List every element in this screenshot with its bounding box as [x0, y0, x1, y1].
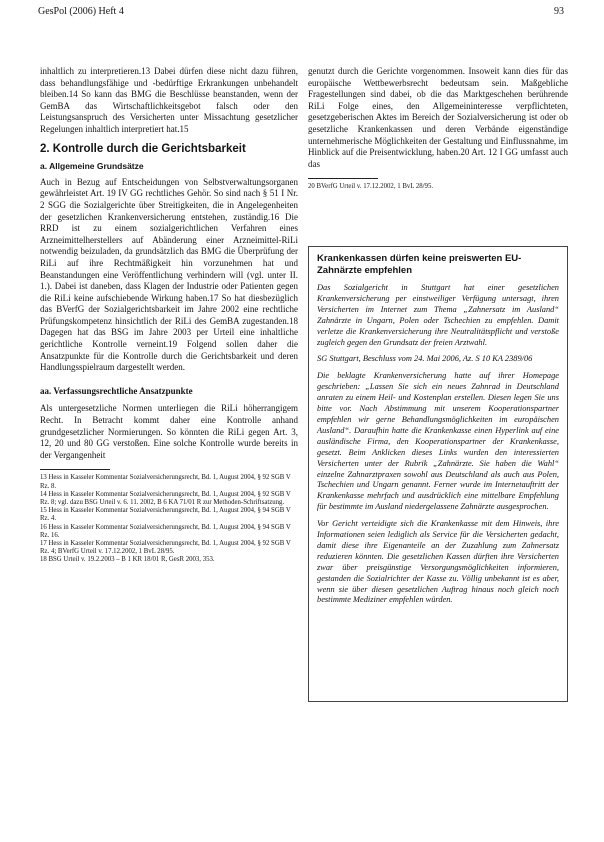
footnotes — [40, 474, 298, 564]
box-paragraph: Das Sozialgericht in Stuttgart hat einer gesetzlichen Krankenversicherung per einstweiliger Verfügung untersagt, ihren Versicherten im Internet zum Thema „Zahnersatz im Ausland“ Zahnärzte in Ungarn, Polen oder Tschechien zu empfehlen. Damit verletze die Krankenversicherung ihre Neutralitätspflicht und verstoße zugleich gegen den Grundsatz der freien Arztwahl. — [317, 283, 559, 347]
paragraph: Auch in Bezug auf Entscheidungen von Selbstverwaltungsorganen gewährleistet Art. 19 IV GG rechtliches Gehör. So sind nach § 51 I Nr. 2 SGG die Sozialgerichte über Streitigkeiten, die in Angelegenheiten der gesetzlichen Krankenversicherung entstehen, zuständig.16 Die RRD ist zu einem sozialgerichtlichen Verfahren eines Arzneimittelherstellers auf Abänderung einer Arzneimittel-RiLi notwendig beizuladen, da grundsätzlich das BMG die Überprüfung der RiLi auf ihre Rechtmäßigkeit hin vorzunehmen hat und Beanstandungen eine Veröffentlichung verhindern will (vgl. unter II. 1.). Dabei ist daneben, dass Klagen der Industrie oder Patienten gegen die RiLi keine aufschiebende Wirkung haben.17 So hat diesbezüglich das BVerfG der Sozialgerichtsbarkeit im Jahre 2002 eine rechtliche Prüfungskompetenz hinsichtlich der RiLi des GemBA zugestanden.18 Dagegen hat das BSG im Jahre 2003 per Urteil eine inhaltliche gerichtliche Kontrolle verneint.19 Folgend sollen daher die Ansatzpunkte für die Kontrolle durch die Gerichtsbarkeit und deren Handlungsspielraum dargestellt werden. — [40, 176, 298, 373]
journal-title: GesPol (2006) Heft 4 — [38, 6, 124, 17]
footnote: 13 Hess in Kasseler Kommentar Sozialversicherungsrecht, Bd. 1, August 2004, § 92 SGB V Rz. 8. — [40, 474, 291, 490]
subsection-heading: a. Allgemeine Grundsätze — [40, 161, 144, 172]
paragraph: Als untergesetzliche Normen unterliegen die RiLi höherrangigem Recht. In Betracht kommt daher eine Kontrolle anhand grundgesetzlicher Normierungen. So könnten die RiLi gegen Art. 3, 12, 20 und 80 GG verstoßen. Eine solche Kontrolle wurde bereits in der Vergangenheit — [40, 403, 298, 460]
paragraph: inhaltlich zu interpretieren.13 Dabei dürfen diese nicht dazu führen, dass behandlungsfähige und -bedürftige Erkrankungen unbehandelt bleiben.14 So kann das BMG die Beschlüsse beanstanden, wenn der GemBA das Wirtschaftlichkeitsgebot falsch oder den Leistungsanspruch des Versicherten unter Missachtung gesetzlicher Regelungen inhaltlich interpretiert hat.15 — [40, 66, 298, 134]
footnote: 16 Hess in Kasseler Kommentar Sozialversicherungsrecht, Bd. 1, August 2004, § 94 SGB V Rz. 16. — [40, 523, 291, 539]
footnote-divider — [40, 469, 110, 470]
footnote: 20 BVerfG Urteil v. 17.12.2002, 1 BvL 28/95. — [308, 183, 434, 191]
page-header — [38, 6, 564, 24]
box-title: Krankenkassen dürfen keine preiswerten EU-Zahnärzte empfehlen — [317, 253, 522, 276]
right-column — [308, 66, 568, 192]
left-column — [40, 66, 298, 565]
paragraph: genutzt durch die Gerichte vorgenommen. Insoweit kann dies für das europäische Wettbewerbsrecht bedeutsam sein. Maßgebliche Fragestellungen sind dabei, ob die das Marktgeschehen berührende RiLi Folge eines, den Allgemeininteresse verpflichteten, gesetzgeberischen Aktes im Bereich der Sozialversicherung ist oder ob gesetzliche Krankenkassen und deren Verbände eigenständige unternehmerische Möglichkeiten der Gestaltung und Einflussnahme, im Hinblick auf die Preisentwicklung, haben.20 Art. 12 I GG umfasst auch das — [308, 66, 568, 169]
footnote: 17 Hess in Kasseler Kommentar Sozialversicherungsrecht, Bd. 1, August 2004, § 92 SGB V Rz. 4; BVerfG Urteil v. 17.12.2002, 1 BvL 28/95. — [40, 540, 291, 556]
page-number: 93 — [554, 6, 564, 17]
box-paragraph: Die beklagte Krankenversicherung hatte auf ihrer Homepage geschrieben: „Lassen Sie sich ein neues Zahnrad in Deutschland anraten zu einem Heil- und Kostenplan erstellen. Diesen legen Sie uns bitte vor. Nach Abstimmung mit unserem Kooperationspartner empfehlen wir gerne Behandlungsmöglichkeiten im europäischen Ausland“. Daraufhin hatte die Krankenkasse einen Hyperlink auf eine ausländische Firma, den Kooperationspartner der Krankenkasse, gesetzt. Beim Anklicken dieses Links wurden den interessierten Versicherten unter der Rubrik „Zahnärzte. Sie haben die Wahl“ einzelne Zahnarztpraxen sowohl aus Deutschland als auch aus Polen, Tschechien und Ungarn genannt. Ferner wurde im Internetauftritt der Krankenkasse mehrfach und ausdrücklich eine mittelbare Empfehlung für bestimmte im Ausland niedergelassene Zahnärzte ausgesprochen. — [317, 371, 559, 512]
subsection-heading: aa. Verfassungsrechtliche Ansatzpunkte — [40, 385, 193, 396]
box-paragraph: Vor Gericht verteidigte sich die Krankenkasse mit dem Hinweis, ihre Informationen seien lediglich als Service für die Versicherten gedacht, damit diese ihre Eigenanteile an der Zuzahlung zum Zahnersatz reduzieren könnten. Die gesetzlichen Kassen dürften ihre Versicherten zwar über preisgünstige Versorgungsmöglichkeiten informieren, gestanden die Sozialrichter der Kasse zu. Völlig unbekannt ist es aber, wenn sie über diesen gesetzlichen Auftrag hinaus noch gleich noch bestimmte Mediziner empfehlen würden. — [317, 519, 559, 605]
box-citation: SG Stuttgart, Beschluss vom 24. Mai 2006, Az. S 10 KA 2389/06 — [317, 354, 533, 364]
news-box — [308, 246, 568, 702]
footnote: 14 Hess in Kasseler Kommentar Sozialversicherungsrecht, Bd. 1, August 2004, § 92 SGB V Rz. 8; vgl. dazu BSG Urteil v. 6. 11. 2002, B 6 KA 71/01 R zur Methoden-Schriftsatzung. — [40, 490, 291, 507]
footnote: 18 BSG Urteil v. 19.2.2003 – B 1 KR 18/01 R, GesR 2003, 353. — [40, 556, 215, 564]
section-heading: 2. Kontrolle durch die Gerichtsbarkeit — [40, 142, 246, 155]
footnote-divider — [308, 178, 378, 179]
footnote: 15 Hess in Kasseler Kommentar Sozialversicherungsrecht, Bd. 1, August 2004, § 94 SGB V Rz. 4. — [40, 507, 291, 523]
